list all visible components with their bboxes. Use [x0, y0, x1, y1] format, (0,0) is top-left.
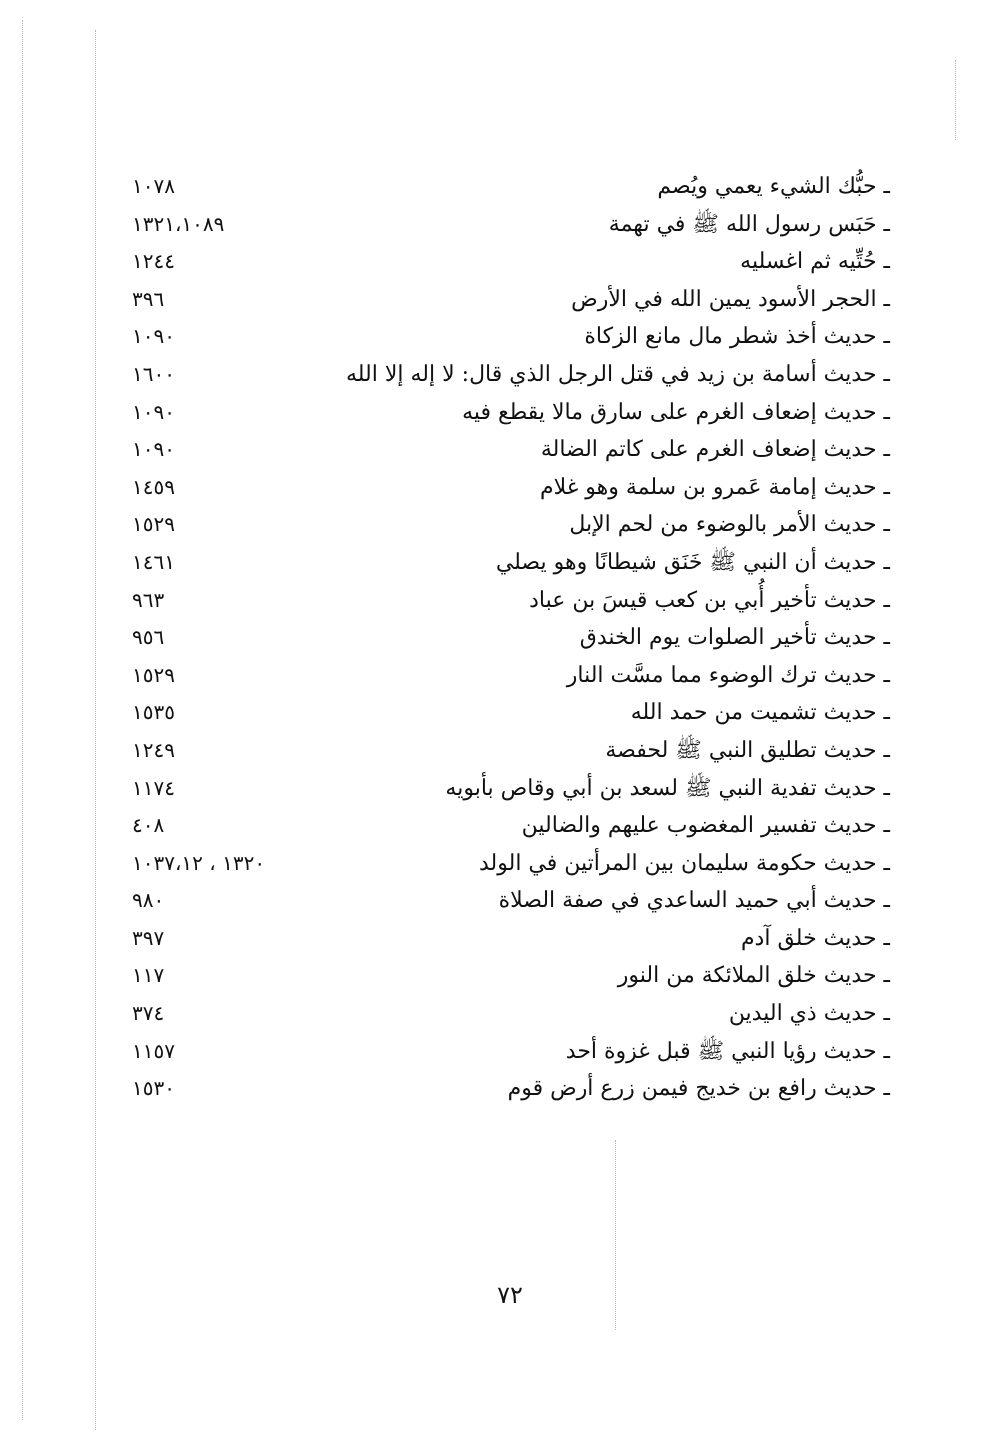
entry-text: ـ حديث ذي اليدين — [728, 1001, 890, 1027]
entry-page-refs: ٣٩٧ — [132, 925, 165, 950]
entry-text: ـ حديث إضعاف الغرم على كاتم الضالة — [540, 437, 890, 463]
index-entry — [120, 582, 890, 620]
entry-page-refs: ٩٦٣ — [132, 587, 165, 612]
entry-text: ـ حديث إمامة عَمرو بن سلمة وهو غلام — [539, 474, 890, 500]
index-entry — [120, 469, 890, 507]
entry-text: ـ حديث رؤيا النبي ﷺ قبل غزوة أحد — [565, 1038, 890, 1064]
index-entry — [120, 694, 890, 732]
entry-text: ـ حديث إضعاف الغرم على سارق مالا يقطع فيه — [462, 399, 890, 425]
entry-page-refs: ٤٠٨ — [132, 813, 165, 838]
entry-page-refs: ٣٩٦ — [132, 286, 165, 311]
entry-text: ـ حَبَس رسول الله ﷺ في تهمة — [608, 211, 890, 237]
entry-page-refs: ١٠٧٨ — [132, 174, 175, 198]
entry-page-refs: ١٥٢٩ — [132, 662, 175, 687]
entry-page-refs: ٩٨٠ — [132, 888, 165, 913]
entry-page-refs: ١٣٢٠ ، ١٠٣٧،١٢ — [132, 850, 266, 875]
index-entry — [120, 394, 890, 432]
index-entry — [120, 845, 890, 883]
entry-text: ـ حديث ترك الوضوء مما مسَّت النار — [566, 662, 890, 688]
entry-page-refs: ١٠٩٠ — [132, 399, 175, 424]
entry-text: ـ حديث الأمر بالوضوء من لحم الإبل — [569, 512, 890, 538]
entry-page-refs: ١٥٣٠ — [132, 1076, 175, 1101]
index-entry — [120, 206, 890, 244]
entry-text: ـ حديث تطليق النبي ﷺ لحفصة — [605, 737, 890, 763]
entry-text: ـ حديث تأخير أُبي بن كعب قيسَ بن عباد — [529, 587, 890, 613]
scan-artifact-line — [95, 30, 97, 1430]
page-number: ٧٢ — [497, 1281, 523, 1309]
index-entry — [120, 995, 890, 1033]
index-entry — [120, 431, 890, 469]
entry-text: ـ الحجر الأسود يمين الله في الأرض — [571, 286, 890, 312]
entry-text: ـ حديث تشميت من حمد الله — [630, 700, 890, 726]
index-entry — [120, 168, 890, 206]
entry-text: ـ حديث خلق آدم — [740, 925, 890, 951]
entry-text: ـ حديث تفدية النبي ﷺ لسعد بن أبي وقاص بأبويه — [445, 775, 890, 801]
index-entry — [120, 318, 890, 356]
entry-text: ـ حديث تأخير الصلوات يوم الخندق — [579, 625, 890, 651]
index-entry — [120, 957, 890, 995]
index-entry — [120, 770, 890, 808]
entry-text: ـ حديث خلق الملائكة من النور — [617, 963, 890, 989]
index-entry — [120, 619, 890, 657]
entry-page-refs: ١٠٩٠ — [132, 324, 175, 349]
entry-text: ـ حديث رافع بن خديج فيمن زرع أرض قوم — [507, 1076, 890, 1102]
index-entry — [120, 243, 890, 281]
index-entry — [120, 506, 890, 544]
index-entry — [120, 732, 890, 770]
entry-page-refs: ١٣٢١،١٠٨٩ — [132, 211, 225, 236]
entry-text: ـ حديث تفسير المغضوب عليهم والضالين — [521, 813, 890, 839]
entry-text: ـ حديث حكومة سليمان بين المرأتين في الولد — [479, 850, 890, 876]
scan-artifact-line — [955, 60, 957, 140]
entry-text: ـ حبُّك الشيء يعمي ويُصم — [657, 174, 890, 199]
entry-page-refs: ١٢٤٤ — [132, 249, 175, 274]
entry-page-refs: ١٥٢٩ — [132, 512, 175, 537]
hadith-index-list — [120, 168, 890, 1108]
index-entry — [120, 807, 890, 845]
index-entry — [120, 1070, 890, 1108]
index-entry — [120, 356, 890, 394]
entry-page-refs: ١٤٥٩ — [132, 474, 175, 499]
entry-text: ـ حُتِّيه ثم اغسليه — [740, 249, 890, 275]
entry-text: ـ حديث أبي حميد الساعدي في صفة الصلاة — [498, 888, 890, 914]
entry-page-refs: ١٢٤٩ — [132, 737, 175, 762]
index-entry — [120, 544, 890, 582]
entry-text: ـ حديث أخذ شطر مال مانع الزكاة — [584, 324, 890, 350]
entry-page-refs: ١٤٦١ — [132, 549, 175, 574]
entry-page-refs: ١٥٣٥ — [132, 700, 175, 725]
entry-page-refs: ١١٧ — [132, 963, 165, 988]
entry-page-refs: ٣٧٤ — [132, 1001, 165, 1026]
index-entry — [120, 657, 890, 695]
entry-text: ـ حديث أسامة بن زيد في قتل الرجل الذي قال: لا إله إلا الله — [345, 361, 890, 387]
entry-text: ـ حديث أن النبي ﷺ خَنَق شيطانًا وهو يصلي — [495, 549, 890, 575]
index-entry — [120, 920, 890, 958]
entry-page-refs: ١١٧٤ — [132, 775, 175, 800]
index-entry — [120, 281, 890, 319]
entry-page-refs: ٩٥٦ — [132, 625, 165, 650]
scan-artifact-line — [22, 20, 24, 1420]
index-entry — [120, 1033, 890, 1071]
index-entry — [120, 882, 890, 920]
entry-page-refs: ١١٥٧ — [132, 1038, 175, 1063]
scan-artifact-line — [615, 1140, 617, 1330]
entry-page-refs: ١٦٠٠ — [132, 361, 175, 386]
entry-page-refs: ١٠٩٠ — [132, 437, 175, 462]
